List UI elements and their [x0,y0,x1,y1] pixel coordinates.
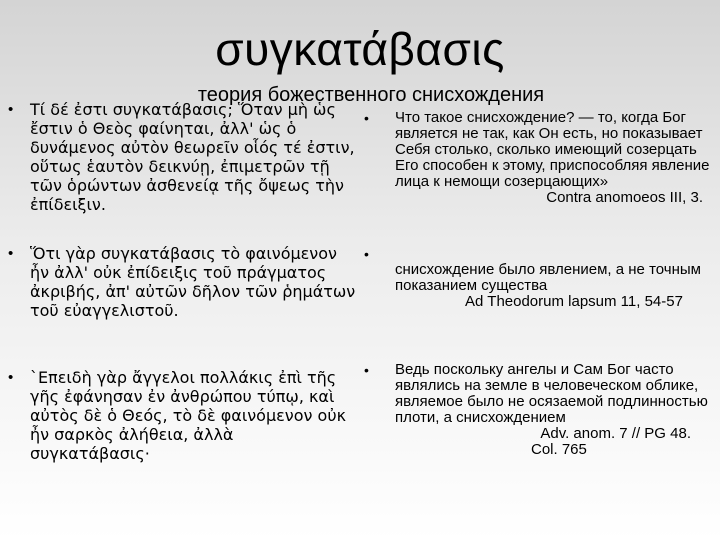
greek-quote-text: Τί δέ ἐστι συγκατάβασις; Ὅταν μὴ ὡς ἔστιν ὁ Θεὸς φαίνηται, ἀλλ' ὡς ὁ δυνάμενος αὐτὸν θεωρεῖν οἷός τέ ἐστιν, οὕτως ἑαυτὸν δεικνύῃ, ἐπιμετρῶν τῇ τῶν ὁρώντων ἀσθενείᾳ τῆς ὄψεως τὴν ἐπίδειξιν. [30,100,355,214]
russian-translation-2 [364,246,713,310]
greek-quote-1 [8,100,356,214]
bullet-icon: • [364,362,369,378]
russian-translation-3 [364,362,713,458]
translation-body: снисхождение было явлением, а не точным показанием существа [395,261,701,294]
translation-body: Что такое снисхождение? — то, когда Бог является не так, как Он есть, но показывает Себя столько, сколько имеющий созерцать Его способен к этому, приспособляя явление лица к немощи созерцающих» [395,109,710,190]
greek-quote-3 [8,368,356,463]
source-citation: Adv. anom. 7 // PG 48. [540,425,691,442]
translation-body: Ведь поскольку ангелы и Сам Бог часто являлись на земле в человеческом облике, являемое было не осязаемой подлинностью плоти, а снисхождением [395,361,708,426]
greek-quote-text: `Επειδὴ γὰρ ἄγγελοι πολλάκις ἐπὶ τῆς γῆς ἐφάνησαν ἐν ἀνθρώπου τύπῳ, καὶ αὐτὸς δὲ ὁ Θεός, τὸ δὲ φαινόμενον οὐκ ἦν σαρκὸς ἀλήθεια, ἀλλὰ συγκατάβασις· [30,368,347,463]
russian-translation-text [395,262,713,310]
bullet-icon: • [364,110,369,126]
source-citation-continued: Col. 765 [531,441,587,458]
source-citation: Contra anomoeos III, 3. [546,189,703,206]
source-citation: Ad Theodorum lapsum 11, 54-57 [465,293,683,310]
greek-quote-text: Ὅτι γὰρ συγκατάβασις τὸ φαινόμενον ἦν ἀλλ' οὐκ ἐπίδειξις τοῦ πράγματος ἀκριβής, ἀπ' αὐτῶν δῆλον τῶν ῥημάτων τοῦ εὐαγγελιστοῦ. [30,244,356,320]
bullet-icon: • [8,369,14,386]
bullet-icon: • [8,101,14,118]
slide-subtitle: теория божественного снисхождения [197,84,545,106]
bullet-icon: • [8,245,14,262]
russian-translation-text [395,110,713,206]
russian-translation-1 [364,110,713,206]
russian-translation-text [395,362,713,458]
slide-title: συγκατάβασις [215,23,505,75]
bullet-icon: • [364,246,369,262]
greek-quote-2 [8,244,356,320]
